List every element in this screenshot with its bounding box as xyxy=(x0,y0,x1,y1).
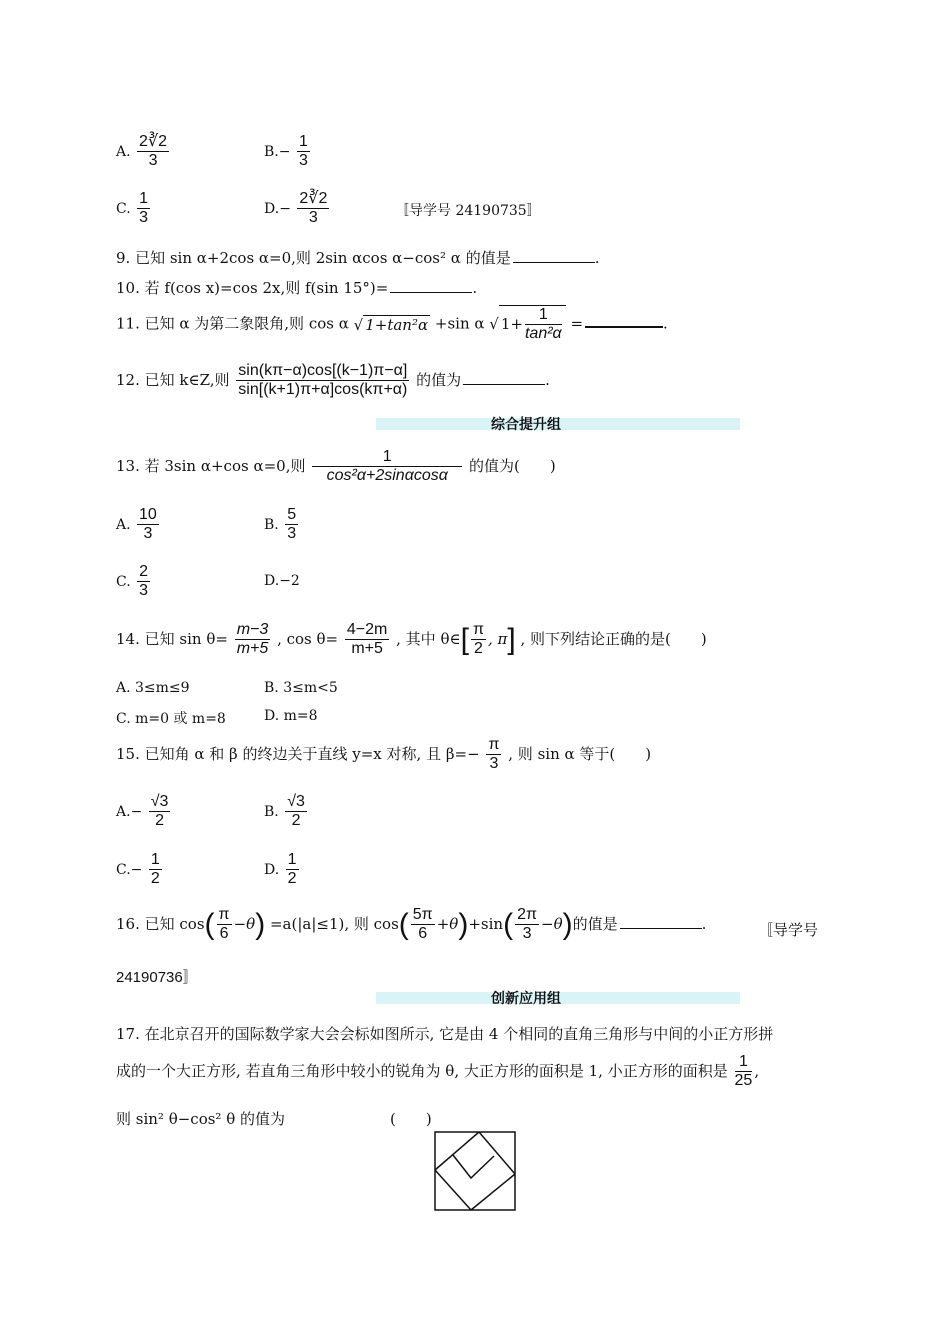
inner-square-edge xyxy=(453,1155,494,1178)
option-c: C. m=0 或 m=8 xyxy=(116,711,226,727)
option-label: A. xyxy=(116,143,131,160)
radical: √ 1+tan²α xyxy=(353,315,429,334)
fraction: $\frac{1}{\text{cos²α+2sinαcosα}}$ xyxy=(312,448,462,486)
option-a: A.− $\frac{√3}{2}$ xyxy=(116,793,169,830)
option-d: D.−2 xyxy=(264,573,300,589)
answer-paren: ( ) xyxy=(390,1110,432,1128)
option-d: D. m=8 xyxy=(264,708,318,724)
reference-number-cont: 24190736〛 xyxy=(116,969,198,986)
option-b: B. $\frac{5}{3}$ xyxy=(264,506,297,543)
triangle-edge xyxy=(479,1132,515,1174)
outer-square xyxy=(435,1132,515,1210)
question-14: 14. 已知 sin θ= $\frac{m-3}{m+5}$ , cos θ= $\frac{4-2m}{m+5}$ , 其中 θ∈[ $\frac{\pi}{2}$ , π] , 则下列结论正确的是( ) xyxy=(116,621,707,658)
option-a: A. 3≤m≤9 xyxy=(116,680,190,696)
question-10: 10. 若 f(cos x)=cos 2x,则 f(sin 15°)= . xyxy=(116,279,478,297)
pinwheel-square-figure xyxy=(433,1130,517,1212)
question-15: 15. 已知角 α 和 β 的终边关于直线 y=x 对称, 且 β=− $\frac{\pi}{3}$ , 则 sin α 等于( ) xyxy=(116,736,652,773)
option-d: D. $\frac{1}{2}$ xyxy=(264,851,297,888)
question-13: 13. 若 3sin α+cos α=0,则 $\frac{1}{\text{cos²α+2sinαcosα}}$ 的值为( ) xyxy=(116,448,556,485)
option-b: B.− $\frac{1}{3}$ xyxy=(264,133,308,170)
fraction: $\frac{1}{3}$ xyxy=(298,133,308,170)
answer-blank[interactable] xyxy=(513,248,595,263)
option-a: A. $\frac{10}{3}$ xyxy=(116,506,157,543)
question-9: 9. 已知 sin α+2cos α=0,则 2sin αcos α−cos² α 的值是 . xyxy=(116,249,600,267)
fraction: $\frac{\sin(k\pi-\alpha)\cos[(k-1)\pi-\alpha]}{\sin[(k+1)\pi+\alpha]\cos(k\pi+\alpha)}$ xyxy=(238,362,408,399)
question-17-line1: 17. 在北京召开的国际数学家大会会标如图所示, 它是由 4 个相同的直角三角形与中间的小正方形拼 xyxy=(116,1025,774,1043)
option-b: B. $\frac{√3}{2}$ xyxy=(264,793,305,830)
triangle-edge xyxy=(435,1132,479,1170)
fraction: $\frac{2∛2}{3}$ xyxy=(299,190,328,227)
answer-blank[interactable] xyxy=(463,370,545,385)
answer-blank[interactable] xyxy=(620,914,702,929)
question-11: 11. 已知 α 为第二象限角,则 cos α √ 1+tan²α +sin α √ 1+ $\frac{1}{\text{tan²α}}$ = . xyxy=(116,306,668,343)
option-c: C. $\frac{1}{3}$ xyxy=(116,190,149,227)
triangle-edge xyxy=(471,1174,515,1210)
reference-number: 〚导学号 24190735〛 xyxy=(395,203,541,219)
option-b: B. 3≤m<5 xyxy=(264,680,338,696)
reference-number: 〚导学号 xyxy=(758,921,819,939)
radical: √ 1+ $\frac{1}{\text{tan²α}}$ xyxy=(489,315,565,333)
question-12: 12. 已知 k∈Z,则 $\frac{\sin(k\pi-\alpha)\cos[(k-1)\pi-\alpha]}{\sin[(k+1)\pi+\alpha]\cos(k\pi+\alpha)}$ 的值为 . xyxy=(116,362,550,399)
section-title: 创新应用组 xyxy=(491,991,561,1007)
answer-blank[interactable] xyxy=(390,278,472,293)
question-17-line3: 则 sin² θ−cos² θ 的值为 xyxy=(116,1110,286,1128)
question-16: 16. 已知 cos( $\frac{\pi}{6}$ −θ) =a(|a|≤1), 则 cos( $\frac{5\pi}{6}$ +θ)+sin( $\frac{2\pi}{3}$ −θ)的值是 . xyxy=(116,906,707,943)
question-17-line2: 成的一个大正方形, 若直角三角形中较小的锐角为 θ, 大正方形的面积是 1, 小正方形的面积是 $\frac{1}{25}$ , xyxy=(116,1053,760,1090)
section-title: 综合提升组 xyxy=(491,417,561,433)
option-c: C.− $\frac{1}{2}$ xyxy=(116,851,160,888)
fraction: $\frac{1}{3}$ xyxy=(139,190,149,227)
option-c: C. $\frac{2}{3}$ xyxy=(116,563,149,600)
triangle-edge xyxy=(435,1170,471,1210)
option-d: D.− $\frac{2∛2}{3}$ xyxy=(264,190,328,227)
answer-blank[interactable] xyxy=(585,312,663,328)
fraction: $\frac{2∛2}{3}$ xyxy=(139,133,168,170)
option-a xyxy=(116,133,171,171)
